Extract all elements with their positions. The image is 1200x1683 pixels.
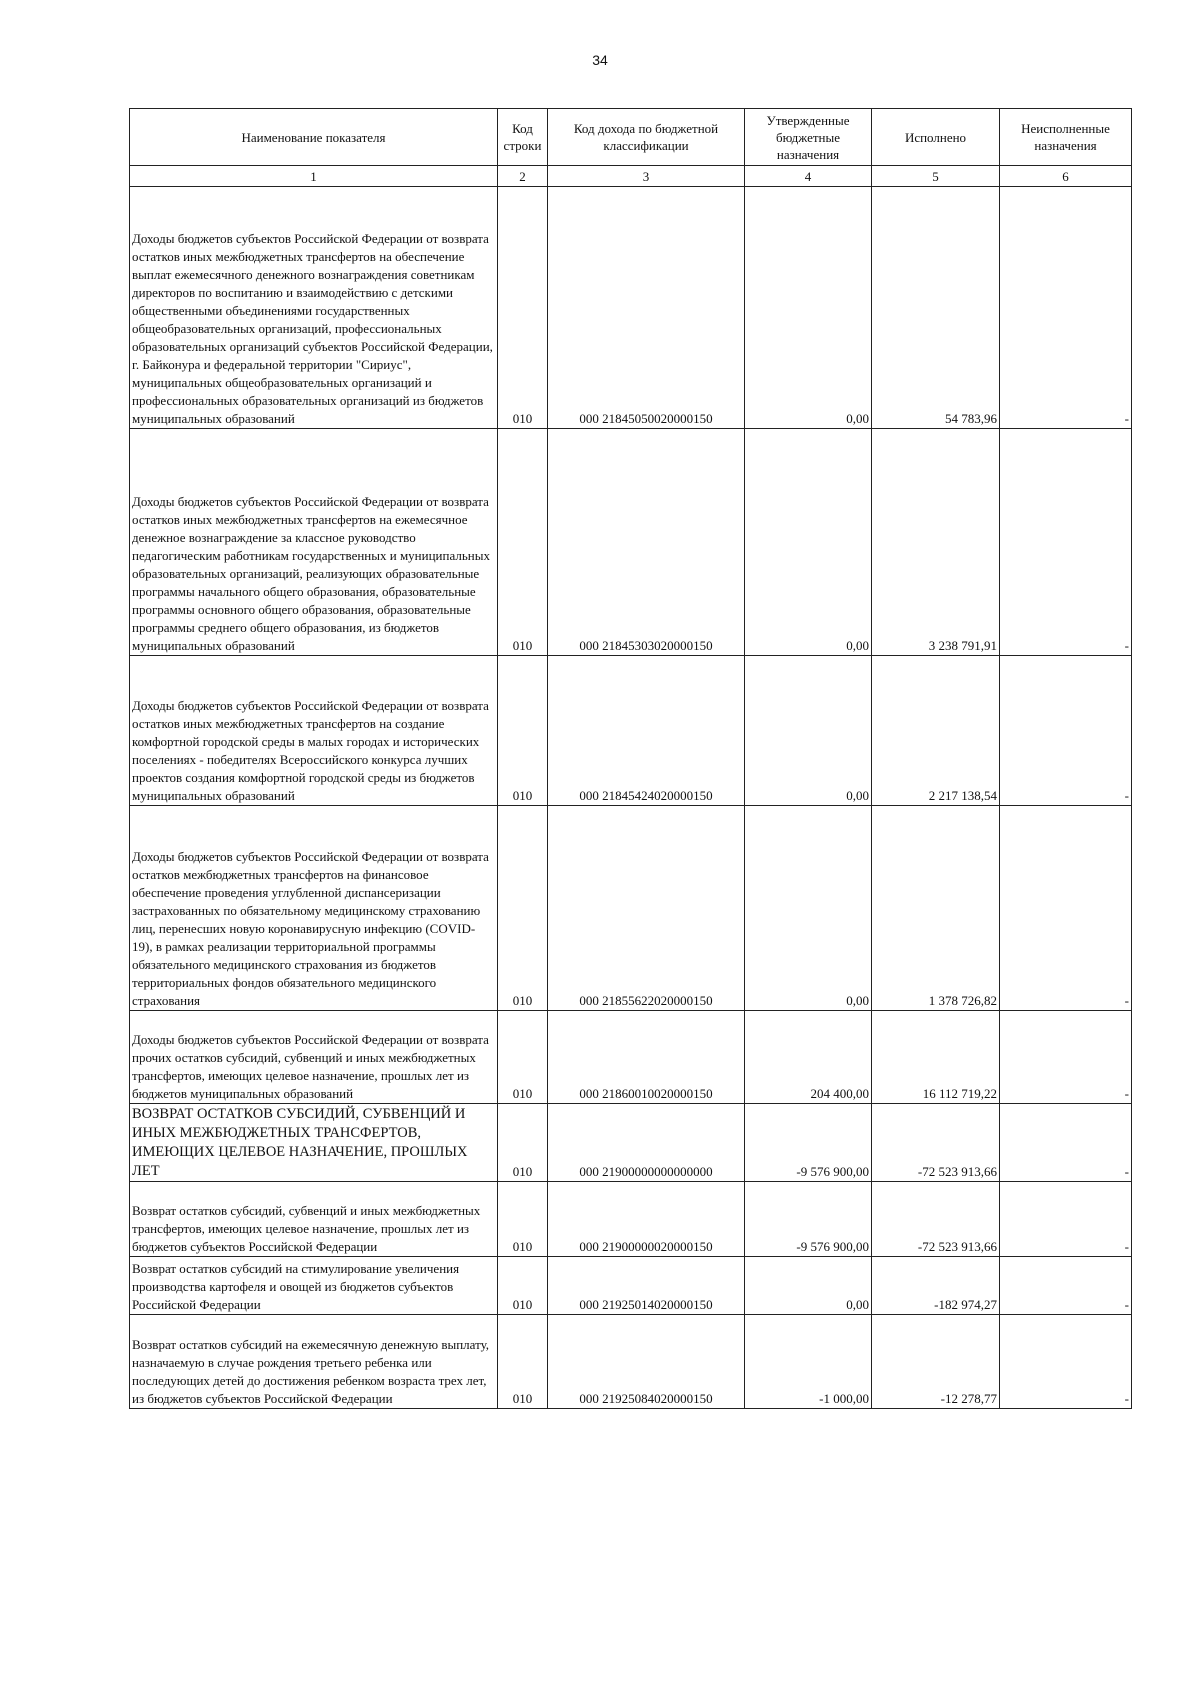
executed-amount: 3 238 791,91 <box>872 429 1000 656</box>
header-row-code: Код строки <box>498 109 548 166</box>
column-number: 6 <box>1000 166 1132 187</box>
executed-amount: -182 974,27 <box>872 1257 1000 1315</box>
indicator-name: Возврат остатков субсидий на ежемесячную денежную выплату, назначаемую в случае рождения третьего ребенка или последующих детей до достижения ребенком возраста трех лет, из бюджетов субъектов Российской Федерации <box>130 1315 498 1409</box>
table-row <box>130 1011 1132 1104</box>
approved-amount: 0,00 <box>745 429 872 656</box>
approved-amount: 0,00 <box>745 1257 872 1315</box>
header-row <box>130 109 1132 166</box>
column-number: 5 <box>872 166 1000 187</box>
unexecuted-amount: - <box>1000 429 1132 656</box>
page-number: 34 <box>592 52 608 68</box>
row-code: 010 <box>498 656 548 806</box>
indicator-name: Доходы бюджетов субъектов Российской Федерации от возврата остатков иных межбюджетных трансфертов на создание комфортной городской среды в малых городах и исторических поселениях - победителях Всероссийского конкурса лучших проектов создания комфортной городской среды из бюджетов муниципальных образований <box>130 656 498 806</box>
income-code: 000 21845050020000150 <box>548 187 745 429</box>
unexecuted-amount: - <box>1000 1011 1132 1104</box>
executed-amount: -72 523 913,66 <box>872 1104 1000 1182</box>
executed-amount: 1 378 726,82 <box>872 806 1000 1011</box>
unexecuted-amount: - <box>1000 806 1132 1011</box>
indicator-name: Возврат остатков субсидий, субвенций и иных межбюджетных трансфертов, имеющих целевое назначение, прошлых лет из бюджетов субъектов Российской Федерации <box>130 1182 498 1257</box>
column-number: 1 <box>130 166 498 187</box>
header-indicator-name: Наименование показателя <box>130 109 498 166</box>
header-executed: Исполнено <box>872 109 1000 166</box>
table-row <box>130 429 1132 656</box>
indicator-name: Возврат остатков субсидий на стимулирование увеличения производства картофеля и овощей из бюджетов субъектов Российской Федерации <box>130 1257 498 1315</box>
income-code: 000 21845424020000150 <box>548 656 745 806</box>
row-code: 010 <box>498 1104 548 1182</box>
approved-amount: -9 576 900,00 <box>745 1104 872 1182</box>
table-row <box>130 806 1132 1011</box>
column-number: 3 <box>548 166 745 187</box>
row-code: 010 <box>498 1257 548 1315</box>
row-code: 010 <box>498 429 548 656</box>
unexecuted-amount: - <box>1000 1104 1132 1182</box>
executed-amount: -72 523 913,66 <box>872 1182 1000 1257</box>
executed-amount: -12 278,77 <box>872 1315 1000 1409</box>
budget-income-table <box>129 108 1132 1409</box>
income-code: 000 21845303020000150 <box>548 429 745 656</box>
table-row <box>130 1315 1132 1409</box>
indicator-name: Доходы бюджетов субъектов Российской Федерации от возврата прочих остатков субсидий, субвенций и иных межбюджетных трансфертов, имеющих целевое назначение, прошлых лет из бюджетов муниципальных образований <box>130 1011 498 1104</box>
header-unexecuted: Неисполненные назначения <box>1000 109 1132 166</box>
header-income-code: Код дохода по бюджетной классификации <box>548 109 745 166</box>
unexecuted-amount: - <box>1000 1182 1132 1257</box>
row-code: 010 <box>498 187 548 429</box>
table-row <box>130 656 1132 806</box>
executed-amount: 54 783,96 <box>872 187 1000 429</box>
income-code: 000 21900000020000150 <box>548 1182 745 1257</box>
header-approved: Утвержденные бюджетные назначения <box>745 109 872 166</box>
indicator-name: Доходы бюджетов субъектов Российской Федерации от возврата остатков иных межбюджетных трансфертов на обеспечение выплат ежемесячного денежного вознаграждения советникам директоров по воспитанию и взаимодействию с детскими общественными объединениями государственных общеобразовательных организаций, профессиональных образовательных организаций субъектов Российской Федерации, г. Байконура и федеральной территории "Сириус", муниципальных общеобразовательных организаций и профессиональных образовательных организаций из бюджетов муниципальных образований <box>130 187 498 429</box>
unexecuted-amount: - <box>1000 656 1132 806</box>
income-code: 000 21925084020000150 <box>548 1315 745 1409</box>
column-number-row <box>130 166 1132 187</box>
indicator-name: Доходы бюджетов субъектов Российской Федерации от возврата остатков иных межбюджетных трансфертов на ежемесячное денежное вознаграждение за классное руководство педагогическим работникам государственных и муниципальных образовательных организаций, реализующих образовательные программы начального общего образования, образовательные программы основного общего образования, образовательные программы среднего общего образования, из бюджетов муниципальных образований <box>130 429 498 656</box>
indicator-name: Доходы бюджетов субъектов Российской Федерации от возврата остатков межбюджетных трансфертов на финансовое обеспечение проведения углубленной диспансеризации застрахованных по обязательному медицинскому страхованию лиц, перенесших новую коронавирусную инфекцию (COVID-19), в рамках реализации территориальной программы обязательного медицинского страхования из бюджетов территориальных фондов обязательного медицинского страхования <box>130 806 498 1011</box>
approved-amount: -9 576 900,00 <box>745 1182 872 1257</box>
income-code: 000 21855622020000150 <box>548 806 745 1011</box>
approved-amount: 204 400,00 <box>745 1011 872 1104</box>
unexecuted-amount: - <box>1000 1315 1132 1409</box>
row-code: 010 <box>498 1182 548 1257</box>
column-number: 4 <box>745 166 872 187</box>
approved-amount: -1 000,00 <box>745 1315 872 1409</box>
column-number: 2 <box>498 166 548 187</box>
approved-amount: 0,00 <box>745 187 872 429</box>
income-code: 000 21925014020000150 <box>548 1257 745 1315</box>
executed-amount: 2 217 138,54 <box>872 656 1000 806</box>
table-row <box>130 1104 1132 1182</box>
table-row <box>130 187 1132 429</box>
approved-amount: 0,00 <box>745 806 872 1011</box>
table-row <box>130 1257 1132 1315</box>
indicator-name: ВОЗВРАТ ОСТАТКОВ СУБСИДИЙ, СУБВЕНЦИЙ И ИНЫХ МЕЖБЮДЖЕТНЫХ ТРАНСФЕРТОВ, ИМЕЮЩИХ ЦЕЛЕВОЕ НАЗНАЧЕНИЕ, ПРОШЛЫХ ЛЕТ <box>130 1104 498 1182</box>
table-row <box>130 1182 1132 1257</box>
unexecuted-amount: - <box>1000 187 1132 429</box>
executed-amount: 16 112 719,22 <box>872 1011 1000 1104</box>
row-code: 010 <box>498 806 548 1011</box>
row-code: 010 <box>498 1315 548 1409</box>
row-code: 010 <box>498 1011 548 1104</box>
income-code: 000 21860010020000150 <box>548 1011 745 1104</box>
unexecuted-amount: - <box>1000 1257 1132 1315</box>
approved-amount: 0,00 <box>745 656 872 806</box>
income-code: 000 21900000000000000 <box>548 1104 745 1182</box>
